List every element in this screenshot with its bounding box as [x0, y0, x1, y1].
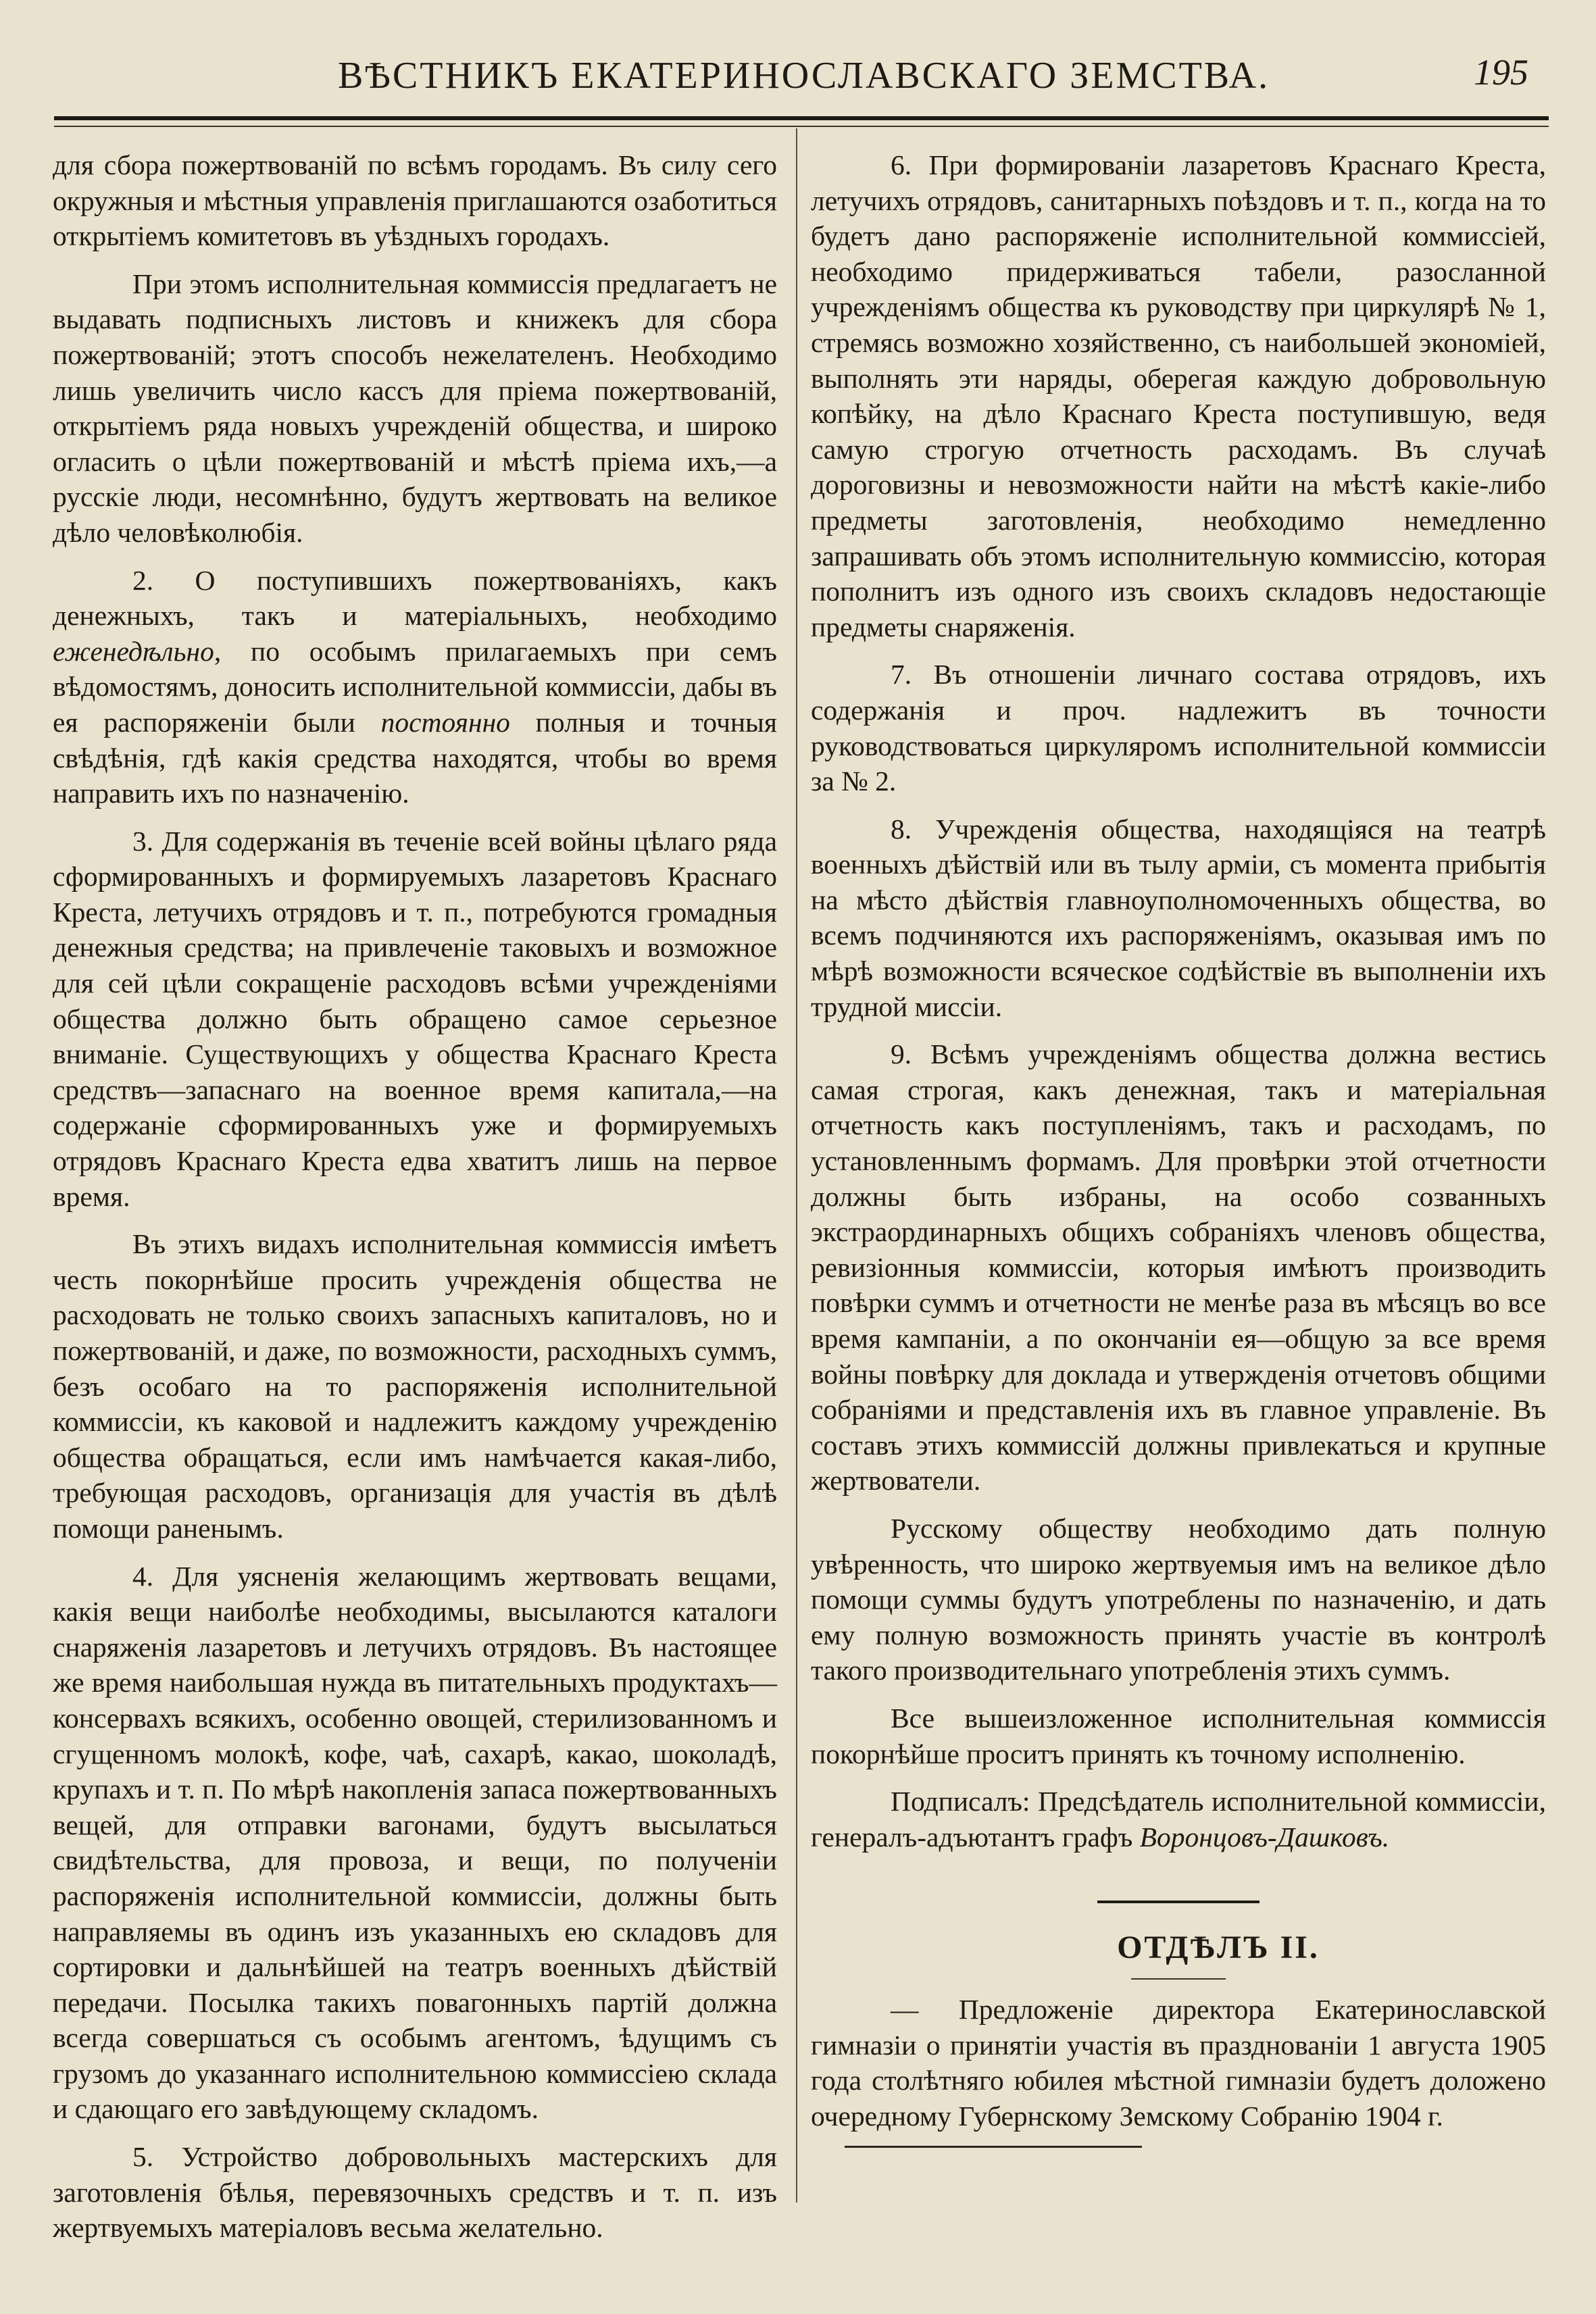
text-run: 2. О поступившихъ пожертвованіяхъ, какъ денежныхъ, такъ и матеріальныхъ, необходимо [53, 564, 777, 632]
paragraph: 5. Устройство добровольныхъ мастерскихъ для заготовленія бѣлья, перевязочныхъ средствъ и т. п. изъ жертвуемыхъ матеріаловъ весьма желательно. [53, 2141, 777, 2244]
paragraph: Все вышеизложенное исполнительная коммиссія покорнѣйше проситъ принять къ точному исполненію. [811, 1702, 1546, 1769]
section-rule [1097, 1901, 1260, 1903]
page-header [54, 47, 1555, 108]
section-title: ОТДѢЛЪ II. [1117, 1930, 1320, 1966]
paragraph: При этомъ исполнительная коммиссія предлагаетъ не выдавать подписныхъ листовъ и книжекъ для сбора пожертвованій; этотъ способъ нежелателенъ. Необходимо лишь увеличить число кассъ для пріема пожертвованій, открытіемъ ряда новыхъ учрежденій общества, и широко огласить о цѣли пожертвованій и мѣстѣ пріема ихъ,—а русскіе люди, несомнѣнно, будутъ жертвовать на великое дѣло человѣколюбія. [53, 268, 777, 548]
signature-line [811, 1784, 1546, 1855]
emphasis-constantly: постоянно [380, 706, 510, 738]
paragraph: — Предложеніе директора Екатеринославской гимназіи о принятіи участія въ празднованіи 1 августа 1905 года столѣтняго юбилея мѣстной гимназіи будетъ доложено очередному Губернскому Земскому Собранію 1904 г. [811, 1993, 1546, 2132]
signature-text: Подписалъ: Предсѣдатель исполнительной коммиссіи, генералъ-адъютантъ графъ [811, 1786, 1546, 1853]
page-number: 195 [1474, 52, 1528, 93]
text-run: полныя и точныя свѣдѣнія, гдѣ какія средства находятся, чтобы во время направить ихъ по назначенію. [53, 706, 778, 809]
paragraph: Въ этихъ видахъ исполнительная коммиссія имѣетъ честь покорнѣйше просить учрежденія общества не расходовать не только своихъ запасныхъ капиталовъ, но и пожертвованій, и даже, по возможности, расходныхъ суммъ, безъ особаго на то распоряженія исполнительной коммиссіи, къ каковой и надлежитъ каждому учрежденію общества обращаться, если имъ намѣчается какая-либо, требующая расходовъ, организація для участія въ дѣлѣ помощи раненымъ. [53, 1228, 777, 1544]
end-rule [845, 2146, 1142, 2148]
header-rule [54, 116, 1549, 120]
left-column [53, 147, 777, 2258]
paragraph: 4. Для уясненія желающимъ жертвовать вещами, какія вещи наиболѣе необходимы, высылаются каталоги снаряженія лазаретовъ и летучихъ отрядовъ. Въ настоящее же время наибольшая нужда въ питательныхъ продуктахъ—консервахъ всякихъ, особенно овощей, стерилизованномъ и сгущенномъ молокѣ, кофе, чаѣ, сахарѣ, какао, шоколадѣ, крупахъ и т. п. По мѣрѣ накопленія запаса пожертвованныхъ вещей, для отправки вагонами, будутъ высылаться свидѣтельства, для провоза, и вещи, по полученіи распоряженія исполнительной коммиссіи, должны быть направляемы въ одинъ изъ указанныхъ ею складовъ для сортировки и дальнѣйшей на театръ военныхъ дѣйствій передачи. Посылка такихъ повагонныхъ партій должна всегда совершаться съ особымъ агентомъ, ѣдущимъ съ грузомъ до указаннаго исполнительною коммиссіею склада и сдающаго его завѣдующему складомъ. [53, 1560, 777, 2125]
emphasis-weekly: еженедѣльно [53, 635, 214, 667]
section-subrule [1131, 1978, 1226, 1980]
signatory-name: Воронцовъ-Дашковъ. [1139, 1821, 1390, 1853]
right-column [811, 147, 1546, 2148]
paragraph: 8. Учрежденія общества, находящіяся на театрѣ военныхъ дѣйствій или въ тылу арміи, съ момента прибытія на мѣсто дѣйствія главноуполномоченныхъ общества, во всемъ подчиняются ихъ распоряженіямъ, оказывая имъ по мѣрѣ возможности всяческое содѣйствіе въ выполненіи ихъ трудной миссіи. [811, 813, 1546, 1022]
paragraph: 3. Для содержанія въ теченіе всей войны цѣлаго ряда сформированныхъ и формируемыхъ лазаретовъ Краснаго Креста, летучихъ отрядовъ и т. п., потребуются громадныя денежныя средства; на привлеченіе таковыхъ и возможное для сей цѣли сокращеніе расходовъ всѣми учрежденіями общества должно быть обращено самое серьезное вниманіе. Существующихъ у общества Краснаго Креста средствъ—запаснаго на военное время капитала,—на содержаніе сформированныхъ уже и формируемыхъ отрядовъ Краснаго Креста едва хватитъ лишь на первое время. [53, 825, 777, 1212]
text-run: , по особымъ прилагаемыхъ при семъ вѣдомостямъ, доносить исполнительной коммиссіи, дабы въ ея распоряженіи были [53, 635, 777, 738]
column-divider [796, 128, 797, 2203]
paragraph: 7. Въ отношеніи личнаго состава отрядовъ, ихъ содержанія и проч. надлежитъ въ точности руководствоваться циркуляромъ исполнительной коммиссіи за № 2. [811, 659, 1546, 797]
journal-title: ВѢСТНИКЪ ЕКАТЕРИНОСЛАВСКАГО ЗЕМСТВА. [338, 55, 1270, 97]
paragraph-item-2 [53, 563, 777, 811]
paragraph: для сбора пожертвованій по всѣмъ городамъ. Въ силу сего окружныя и мѣстныя управленія приглашаются озаботиться открытіемъ комитетовъ въ уѣздныхъ городахъ. [53, 149, 777, 252]
paragraph: 9. Всѣмъ учрежденіямъ общества должна вестись самая строгая, какъ денежная, такъ и матеріальная отчетность какъ поступленіямъ, такъ и расходамъ, по установленнымъ формамъ. Для провѣрки этой отчетности должны быть избраны, на особо созванныхъ экстраординарныхъ общихъ собраніяхъ членовъ общества, ревизіонныя коммиссіи, которыя имѣютъ производить повѣрки суммъ и отчетности не менѣе раза въ мѣсяцъ во все время кампаніи, а по окончаніи ея—общую за все время войны повѣрку для доклада и утвержденія отчетовъ общими собраніями и представленія ихъ въ главное управленіе. Въ составъ этихъ коммиссій должны привлекаться и крупные жертвователи. [811, 1038, 1546, 1496]
header-rule-thin [54, 126, 1549, 127]
paragraph: Русскому обществу необходимо дать полную увѣренность, что широко жертвуемыя имъ на великое дѣло помощи суммы будутъ употреблены по назначенію, и дать ему полную возможность принять участіе въ контролѣ такого производительнаго употребленія этихъ суммъ. [811, 1512, 1546, 1686]
paragraph: 6. При формированіи лазаретовъ Краснаго Креста, летучихъ отрядовъ, санитарныхъ поѣздовъ и т. п., когда на то будетъ дано распоряженіе исполнительной коммиссіей, необходимо придерживаться табели, разосланной учрежденіямъ общества къ руководству при циркулярѣ № 1, стремясь возможно хозяйственно, съ наибольшей экономіей, выполнять эти наряды, оберегая каждую добровольную копѣйку, на дѣло Краснаго Креста поступившую, ведя самую строгую отчетность расходамъ. Въ случаѣ дороговизны и невозможности найти на мѣстѣ какіе-либо предметы заготовленія, необходимо немедленно запрашивать объ этомъ исполнительную коммиссію, которая пополнитъ изъ одного изъ своихъ складовъ недостающіе предметы снаряженія. [811, 149, 1546, 643]
